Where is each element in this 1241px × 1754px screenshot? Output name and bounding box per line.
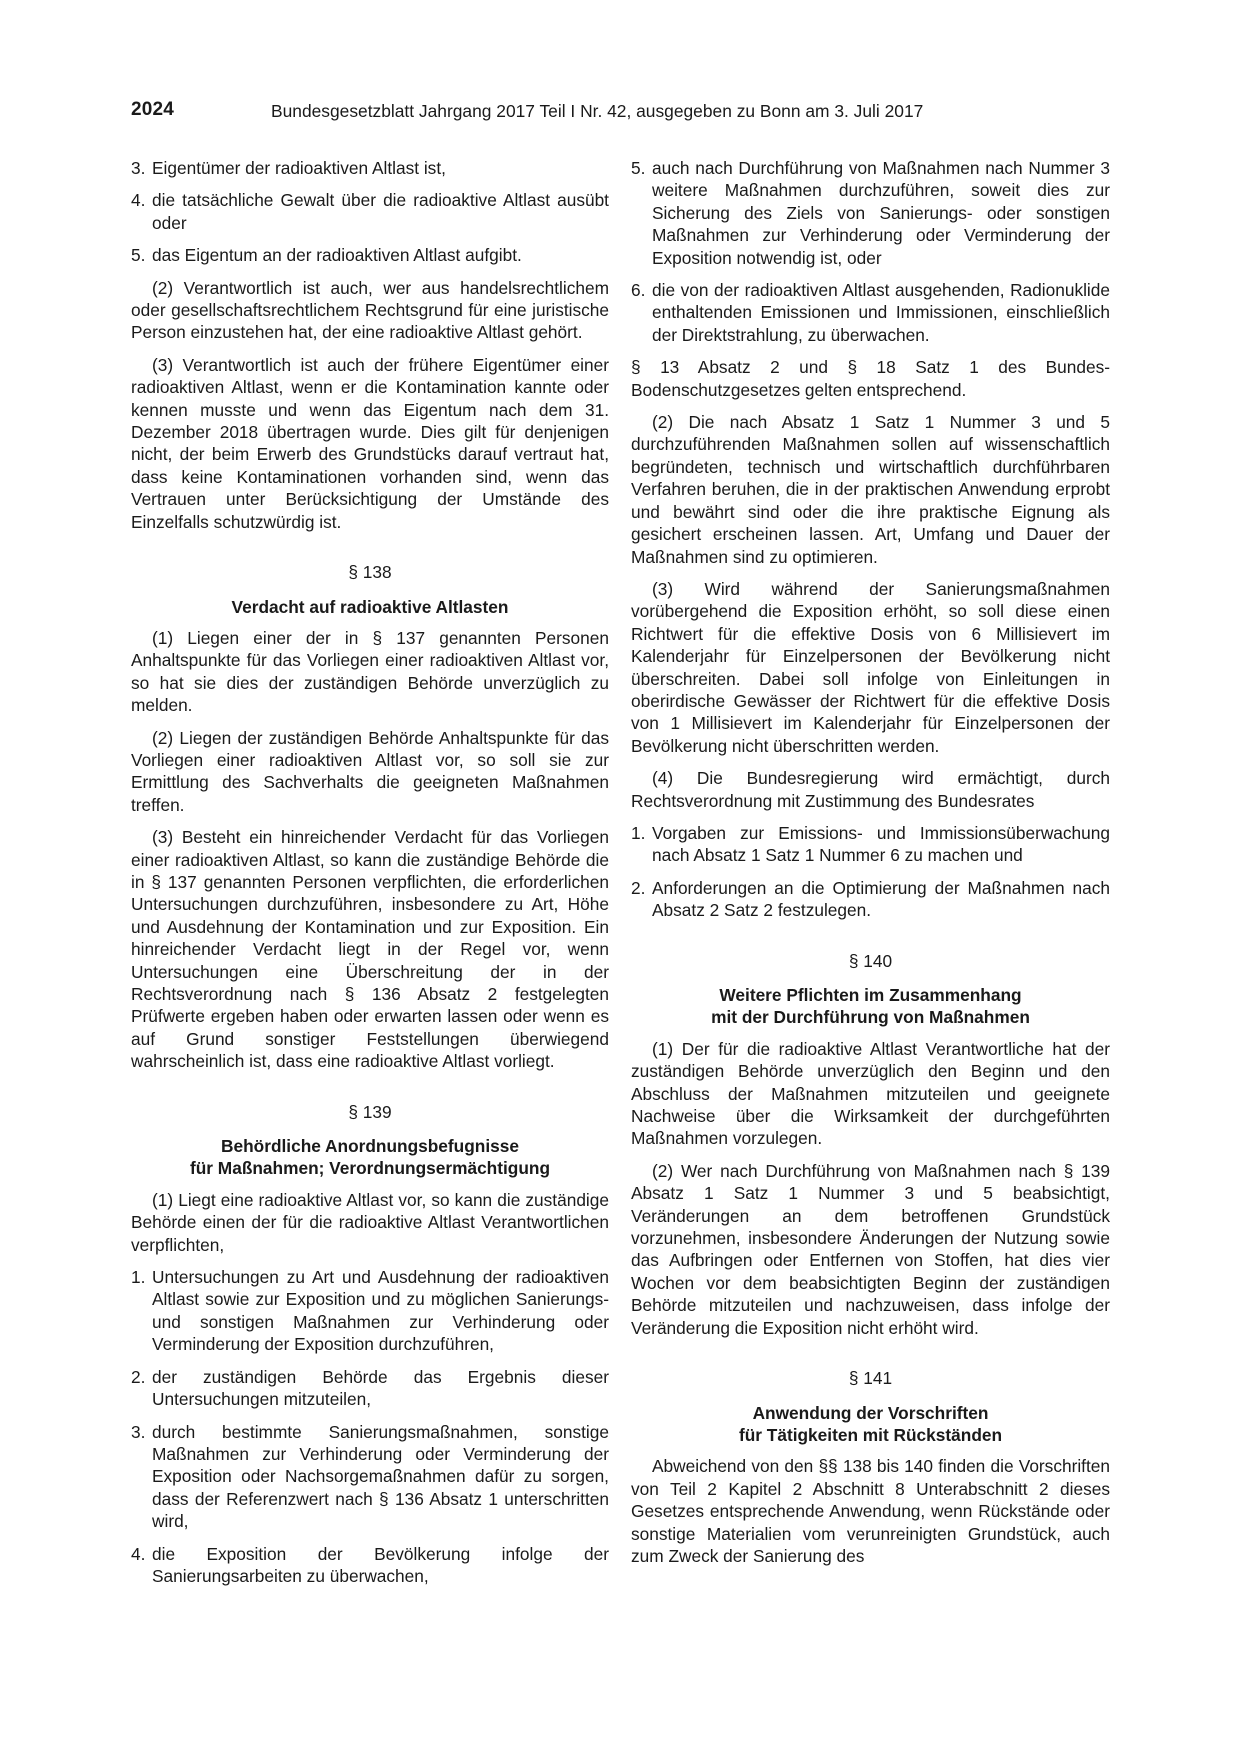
paragraph: (2) Wer nach Durchführung von Maßnahmen nach § 139 Absatz 1 Satz 1 Nummer 3 und 5 beabsichtigt, Veränderungen an dem betroffenen Grundstück vorzunehmen, insbesondere Änderungen der Nutzung sowie das Aufbringen oder Entfernen von Stoffen, hat dies vier Wochen vor dem beabsichtigten Beginn der zuständigen Behörde mitzuteilen und nachzuweisen, dass infolge der Veränderung die Exposition nicht erhöht wird. bbox=[631, 1160, 1110, 1338]
paragraph: (2) Liegen der zuständigen Behörde Anhaltspunkte für das Vorliegen einer radioaktiven Altlast vor, so soll sie zur Ermittlung des Sachverhalts die geeigneten Maßnahmen treffen. bbox=[131, 727, 609, 815]
item-text: die Exposition der Bevölkerung infolge der Sanierungsarbeiten zu überwachen, bbox=[152, 1543, 609, 1586]
section-number: § 138 bbox=[348, 562, 392, 583]
section-title bbox=[631, 984, 1110, 1029]
running-head: Bundesgesetzblatt Jahrgang 2017 Teil I Nr. 42, ausgegeben zu Bonn am 3. Juli 2017 bbox=[271, 101, 924, 121]
item-number: 1. bbox=[631, 822, 646, 843]
list-item bbox=[131, 244, 609, 266]
list-item bbox=[131, 189, 609, 234]
item-number: 5. bbox=[131, 245, 146, 266]
section-title-line: Weitere Pflichten im Zusammenhang bbox=[719, 985, 1022, 1005]
item-text: die tatsächliche Gewalt über die radioaktive Altlast ausübt oder bbox=[152, 190, 609, 233]
page-number: 2024 bbox=[131, 99, 175, 120]
item-text: Anforderungen an die Optimierung der Maßnahmen nach Absatz 2 Satz 2 festzulegen. bbox=[652, 877, 1110, 921]
section-title-line: mit der Durchführung von Maßnahmen bbox=[711, 1007, 1030, 1028]
paragraph: Abweichend von den §§ 138 bis 140 finden die Vorschriften von Teil 2 Kapitel 2 Abschnitt 8 Unterabschnitt 2 dieses Gesetzes entsprechende Anwendung, wenn Rückstände oder sonstige Materialien vom verunreinigten Grundstück, auch zum Zweck der Sanierung des bbox=[631, 1456, 1110, 1566]
item-number: 3. bbox=[131, 158, 146, 178]
item-number: 4. bbox=[131, 1543, 146, 1564]
section-title-line: Behördliche Anordnungsbefugnisse bbox=[221, 1136, 519, 1157]
right-column bbox=[631, 157, 1110, 1577]
list-item bbox=[631, 877, 1110, 922]
paragraph: (1) Der für die radioaktive Altlast Verantwortliche hat der zuständigen Behörde unverzüglich den Beginn und den Abschluss der Maßnahmen mitzuteilen und geeignete Nachweise über die Wirksamkeit der durchgeführten Maßnahmen vorzulegen. bbox=[631, 1038, 1110, 1149]
item-text: Untersuchungen zu Art und Ausdehnung der radioaktiven Altlast sowie zur Exposition und zu möglichen Sanierungs- und sonstigen Maßnahmen zur Verhinderung oder Verminderung der Exposition durchzuführen, bbox=[152, 1267, 609, 1355]
list-item bbox=[131, 1543, 609, 1588]
section-number: § 140 bbox=[848, 950, 893, 971]
paragraph: (2) Verantwortlich ist auch, wer aus handelsrechtlichem oder gesellschaftsrechtlichem Rechtsgrund für eine juristische Person einzustehen hat, der eine radioaktive Altlast gehört. bbox=[131, 277, 609, 343]
section-title-line: für Tätigkeiten mit Rückständen bbox=[738, 1424, 1003, 1445]
paragraph: (3) Besteht ein hinreichender Verdacht für das Vorliegen einer radioaktiven Altlast, so kann die zuständige Behörde die in § 137 genannten Personen verpflichten, die erforderlichen Untersuchungen durchzuführen, insbesondere zu Art, Höhe und Ausdehnung der Kontamination und zur Exposition. Ein hinreichender Verdacht liegt in der Regel vor, wenn Untersuchungen eine Überschreitung der in der Rechtsverordnung nach § 136 Absatz 2 festgelegten Prüfwerte ergeben haben oder erwarten lassen oder wenn es auf Grund sonstiger Feststellungen überwiegend wahrscheinlich ist, dass eine radioaktive Altlast vorliegt. bbox=[131, 827, 609, 1072]
section-title bbox=[631, 1402, 1110, 1447]
list-item bbox=[631, 279, 1110, 346]
item-text: durch bestimmte Sanierungsmaßnahmen, sonstige Maßnahmen zur Verhinderung oder Verminderung der Exposition oder Nachsorgemaßnahmen dafür zu sorgen, dass der Referenzwert nach § 136 Absatz 1 unterschritten wird, bbox=[152, 1421, 609, 1532]
section-title-line: Verdacht auf radioaktive Altlasten bbox=[231, 596, 509, 617]
item-number: 1. bbox=[131, 1267, 146, 1288]
list-item bbox=[131, 1366, 609, 1411]
item-number: 2. bbox=[631, 877, 646, 898]
list-item bbox=[131, 1266, 609, 1356]
item-number: 5. bbox=[631, 158, 646, 178]
item-number: 3. bbox=[131, 1421, 146, 1442]
item-text: das Eigentum an der radioaktiven Altlast aufgibt. bbox=[152, 245, 522, 266]
list-item bbox=[631, 157, 1110, 269]
section-number: § 141 bbox=[848, 1368, 893, 1389]
paragraph: (3) Verantwortlich ist auch der frühere Eigentümer einer radioaktiven Altlast, wenn er die Kontamination kannte oder kennen musste und wenn das Eigentum nach dem 31. Dezember 2018 übertragen wurde. Dies gilt für denjenigen nicht, der beim Erwerb des Grundstücks darauf vertraut hat, dass keine Kontaminationen vorhanden sind, wenn das Vertrauen unter Berücksichtigung der Umstände des Einzelfalls schutzwürdig ist. bbox=[131, 354, 609, 532]
list-item bbox=[631, 822, 1110, 867]
paragraph: (3) Wird während der Sanierungsmaßnahmen vorübergehend die Exposition erhöht, so soll diese einen Richtwert für die effektive Dosis von 6 Millisievert im Kalenderjahr für Einzelpersonen der Bevölkerung nicht überschreiten. Dabei soll infolge von Einleitungen in oberirdische Gewässer der Richtwert für die effektive Dosis von 1 Millisievert im Kalenderjahr für Einzelpersonen der Bevölkerung nicht überschritten werden. bbox=[631, 578, 1110, 756]
section-title-line: für Maßnahmen; Verordnungsermächtigung bbox=[189, 1158, 551, 1179]
paragraph: (4) Die Bundesregierung wird ermächtigt, durch Rechtsverordnung mit Zustimmung des Bundesrates bbox=[631, 768, 1110, 811]
list-item bbox=[131, 1421, 609, 1533]
list-item bbox=[131, 157, 609, 179]
item-text: auch nach Durchführung von Maßnahmen nach Nummer 3 weitere Maßnahmen durchzuführen, soweit dies zur Sicherung des Ziels von Sanierungs- oder sonstigen Maßnahmen zur Verhinderung oder Verminderung der Exposition notwendig ist, oder bbox=[652, 158, 1110, 268]
item-number: 2. bbox=[131, 1366, 146, 1387]
paragraph: (1) Liegen einer der in § 137 genannten Personen Anhaltspunkte für das Vorliegen einer radioaktiven Altlast vor, so hat sie dies der zuständigen Behörde unverzüglich zu melden. bbox=[131, 627, 609, 716]
item-text: die von der radioaktiven Altlast ausgehenden, Radionuklide enthaltenden Emissionen und Immissionen, einschließlich der Direktstrahlung, zu überwachen. bbox=[652, 280, 1110, 345]
paragraph: (1) Liegt eine radioaktive Altlast vor, so kann die zuständige Behörde einen der für die radioaktive Altlast Verantwortlichen verpflichten, bbox=[131, 1189, 609, 1255]
paragraph: § 13 Absatz 2 und § 18 Satz 1 des Bundes-Bodenschutzgesetzes gelten entsprechend. bbox=[631, 357, 1110, 400]
item-text: Vorgaben zur Emissions- und Immissionsüberwachung nach Absatz 1 Satz 1 Nummer 6 zu machen und bbox=[652, 822, 1110, 866]
section-title-line: Anwendung der Vorschriften bbox=[752, 1402, 989, 1423]
section-title bbox=[131, 596, 609, 618]
item-number: 4. bbox=[131, 190, 146, 211]
section-number: § 139 bbox=[348, 1101, 392, 1122]
item-number: 6. bbox=[631, 280, 646, 301]
paragraph: (2) Die nach Absatz 1 Satz 1 Nummer 3 und 5 durchzuführenden Maßnahmen sollen auf wissenschaftlich begründeten, technisch und wirtschaftlich durchführbaren Verfahren beruhen, die in der praktischen Anwendung erprobt und bewährt sind oder die ihre praktische Eignung als gesichert erscheinen lassen. Art, Umfang und Dauer der Maßnahmen sind zu optimieren. bbox=[631, 412, 1110, 567]
item-text: Eigentümer der radioaktiven Altlast ist, bbox=[152, 158, 446, 178]
left-column bbox=[131, 157, 609, 1597]
item-text: der zuständigen Behörde das Ergebnis dieser Untersuchungen mitzuteilen, bbox=[152, 1366, 609, 1410]
section-title bbox=[131, 1135, 609, 1180]
